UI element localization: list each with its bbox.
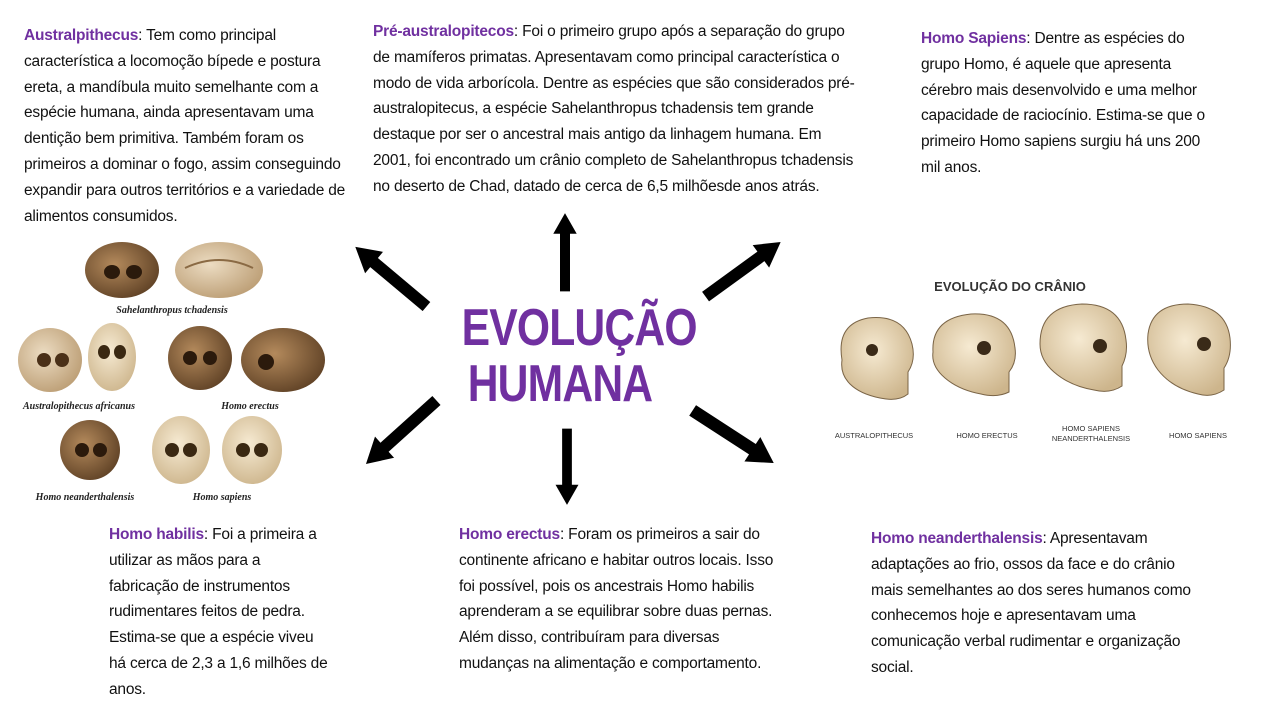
- arrow-up-left: [344, 234, 436, 318]
- australopithecus-term: Australpithecus: [24, 27, 139, 44]
- homo-sapiens-term: Homo Sapiens: [921, 30, 1027, 47]
- homo-erectus-desc: : Foram os primeiros a sair do continente africano e habitar outros locais. Isso foi possível, pois os ancestrais Homo habilis aprenderam a se equilibrar sobre duas pernas. Além disso, contribuíram para diversas mudanças na alimentação e comportamento.: [459, 526, 774, 672]
- homo-neanderthalensis-desc: : Apresentavam adaptações ao frio, ossos da face e do crânio mais semelhantes ao dos seres humanos como conhecemos hoje e apresentavam uma comunicação verbal rudimentar e organização social.: [871, 530, 1191, 676]
- caption-australopithecus: Australopithecus africanus: [23, 401, 135, 412]
- skull-sapiens-2: [222, 416, 282, 484]
- caption-sahelanthropus: Sahelanthropus tchadensis: [116, 305, 228, 316]
- label-sapiens-neanderthalensis-2: NEANDERTHALENSIS: [1051, 434, 1131, 443]
- skull-australopithecus-profile: [841, 318, 913, 400]
- skull-sapiens-1: [152, 416, 210, 484]
- pre-australopitecos-desc: : Foi o primeiro grupo após a separação do grupo de mamíferos primatas. Apresentavam como principal característica o modo de vida arborícola. Dentre as espécies que são considerados pré-australopitecus, a espécie Sahelanthropus tchadensis tem grande destaque por ser o ancestral mais antigo da linhagem humana. Em 2001, foi encontrado um crânio completo de Sahelanthropus tchadensis no deserto de Chad, datado de cerca de 6,5 milhõesde anos atrás.: [373, 23, 855, 195]
- homo-habilis-desc: : Foi a primeira a utilizar as mãos para a fabricação de instrumentos rudimentares feitos de pedra. Estima-se que a espécie viveu há cerca de 2,3 a 1,6 milhões de anos.: [109, 526, 328, 698]
- label-erectus: HOMO ERECTUS: [956, 431, 1018, 440]
- caption-sapiens: Homo sapiens: [192, 492, 252, 503]
- homo-erectus-term: Homo erectus: [459, 526, 560, 543]
- skull-neanderthalensis-profile: [1040, 304, 1127, 391]
- title-line-1: EVOLUÇÃO: [461, 299, 697, 357]
- australopithecus-desc: : Tem como principal característica a locomoção bípede e postura ereta, a mandíbula muito semelhante com a espécie humana, ainda apresentavam uma dentição bem primitiva. Também foram os primeiros a dominar o fogo, assim conseguindo expandir para outros territórios e a variedade de alimentos consumidos.: [24, 27, 346, 225]
- fossil-skulls-image: [18, 242, 325, 503]
- label-sapiens: HOMO SAPIENS: [1169, 431, 1227, 440]
- skull-evolution-title: EVOLUÇÃO DO CRÂNIO: [934, 279, 1086, 294]
- skull-sapiens-profile: [1148, 304, 1231, 395]
- arrow-down-left: [355, 388, 448, 476]
- label-australopithecus: AUSTRALOPITHECUS: [834, 431, 914, 440]
- arrow-up-right: [696, 229, 791, 309]
- caption-erectus: Homo erectus: [221, 401, 279, 412]
- skull-evolution-image: [835, 279, 1231, 443]
- skull-australopithecus-1: [18, 328, 82, 392]
- arrow-up: [552, 212, 578, 292]
- skull-sahelanthropus-2: [175, 242, 263, 298]
- skull-erectus-2: [241, 328, 325, 392]
- homo-sapiens-desc: : Dentre as espécies do grupo Homo, é aquele que apresenta cérebro mais desenvolvido e uma melhor capacidade de raciocínio. Estima-se que o primeiro Homo sapiens surgiu há uns 200 mil anos.: [921, 30, 1205, 176]
- arrow-down-right: [683, 397, 783, 477]
- skull-erectus-profile: [933, 314, 1016, 396]
- pre-australopitecos-term: Pré-australopitecos: [373, 23, 514, 40]
- skull-neanderthalensis: [60, 420, 120, 480]
- caption-neanderthalensis: Homo neanderthalensis: [35, 492, 135, 503]
- skull-erectus-1: [168, 326, 232, 390]
- arrow-down: [555, 428, 580, 506]
- title-line-2: HUMANA: [467, 355, 653, 413]
- homo-neanderthalensis-term: Homo neanderthalensis: [871, 530, 1043, 547]
- homo-habilis-term: Homo habilis: [109, 526, 204, 543]
- skull-australopithecus-2: [88, 323, 136, 391]
- skull-sahelanthropus-1: [85, 242, 159, 298]
- label-sapiens-neanderthalensis-1: HOMO SAPIENS: [1062, 424, 1120, 433]
